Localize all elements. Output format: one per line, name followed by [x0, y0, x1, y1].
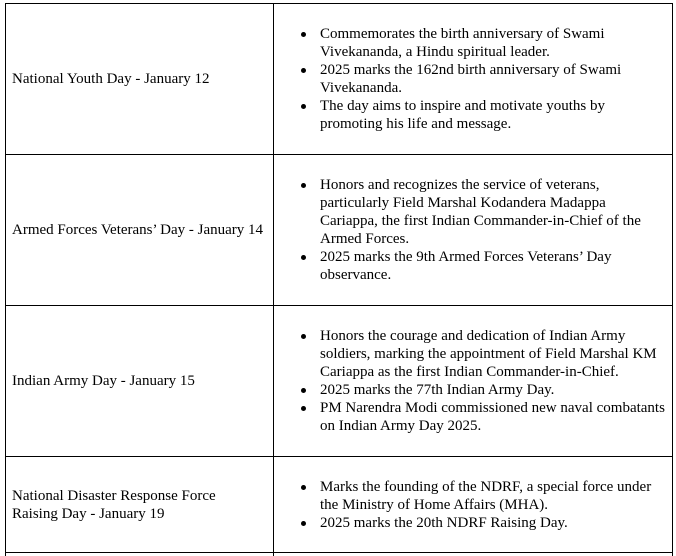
- fact-item: Commemorates the birth anniversary of Swami Vivekananda, a Hindu spiritual leader.: [320, 25, 666, 61]
- facts-list: [274, 176, 666, 284]
- important-days-table: [5, 3, 673, 556]
- table-row: [6, 155, 673, 306]
- day-name-cell: National Youth Day - January 12: [6, 4, 274, 155]
- day-name-cell: Indian Army Day - January 15: [6, 306, 274, 457]
- table-row: [6, 306, 673, 457]
- fact-item: Marks the founding of the NDRF, a special force under the Ministry of Home Affairs (MHA).: [320, 478, 666, 514]
- table-row: [6, 457, 673, 553]
- empty-cell: [6, 553, 274, 556]
- day-facts-cell: [274, 155, 673, 306]
- facts-list: [274, 478, 666, 532]
- facts-list: [274, 327, 666, 435]
- empty-cell: [274, 553, 673, 556]
- table-row-partial: [6, 553, 673, 556]
- fact-item: 2025 marks the 162nd birth anniversary of Swami Vivekananda.: [320, 61, 666, 97]
- fact-item: 2025 marks the 9th Armed Forces Veterans’ Day observance.: [320, 248, 666, 284]
- fact-item: 2025 marks the 20th NDRF Raising Day.: [320, 514, 666, 532]
- day-facts-cell: [274, 306, 673, 457]
- day-name-cell: Armed Forces Veterans’ Day - January 14: [6, 155, 274, 306]
- day-facts-cell: [274, 457, 673, 553]
- day-name-cell: National Disaster Response Force Raising Day - January 19: [6, 457, 274, 553]
- day-facts-cell: [274, 4, 673, 155]
- fact-item: Honors and recognizes the service of veterans, particularly Field Marshal Kodandera Madappa Cariappa, the first Indian Commander-in-Chief of the Armed Forces.: [320, 176, 666, 248]
- fact-item: PM Narendra Modi commissioned new naval combatants on Indian Army Day 2025.: [320, 400, 665, 434]
- table-row: [6, 4, 673, 155]
- fact-item: 2025 marks the 77th Indian Army Day.: [320, 381, 666, 399]
- fact-item: The day aims to inspire and motivate youths by promoting his life and message.: [320, 97, 666, 133]
- facts-list: [274, 25, 666, 133]
- fact-item: Honors the courage and dedication of Indian Army soldiers, marking the appointment of Field Marshal KM Cariappa as the first Indian Commander-in-Chief.: [320, 327, 666, 381]
